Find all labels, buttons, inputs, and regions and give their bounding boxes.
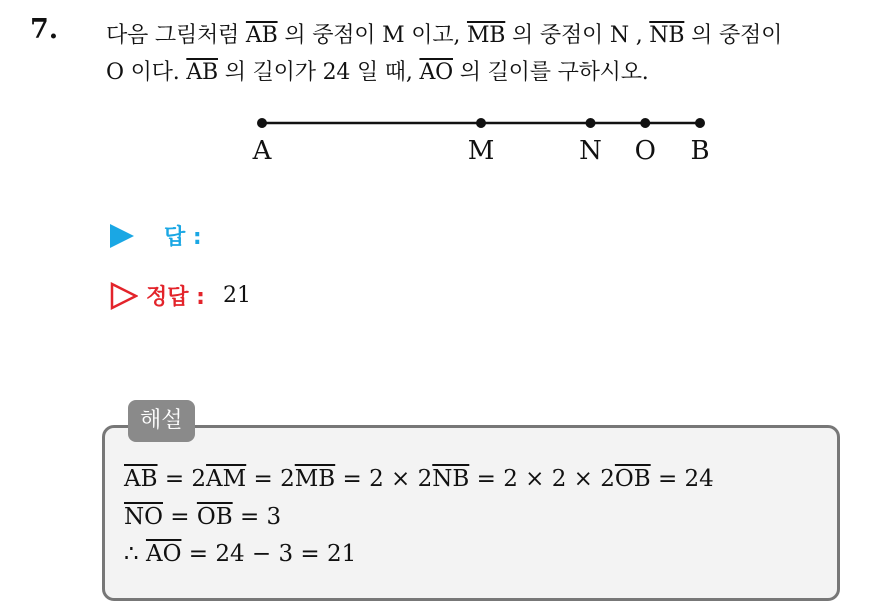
point-label-b: B	[690, 136, 710, 166]
explanation-line-3	[124, 541, 356, 567]
segment-ab: $\overline{AB}$	[186, 60, 218, 85]
segment-mb: $\overline{MB}$	[466, 23, 506, 48]
segment-ab: $\overline{AB}$	[245, 23, 278, 48]
question-text-line-2	[106, 55, 649, 86]
correct-answer-label: 정답 :	[146, 285, 205, 310]
explanation-tab: 해설	[128, 400, 195, 442]
point-label-a: A	[252, 136, 272, 166]
equation-text: = 24 − 3 = 21	[181, 541, 357, 567]
segment-name: $\overline{NB}$	[432, 466, 470, 492]
equation-text: =	[162, 504, 197, 530]
correct-answer-value: 21	[222, 283, 251, 308]
segment-name: $\overline{AM}$	[206, 466, 247, 492]
answer-label: 답 :	[164, 225, 202, 250]
text-segment: 의 중점이 N ,	[505, 23, 650, 48]
question-text-line-1	[106, 18, 782, 49]
question-number: 7.	[30, 14, 59, 45]
play-arrow-icon	[110, 224, 134, 248]
text-segment: 의 중점이 M 이고,	[277, 23, 467, 48]
equation-text: = 3	[232, 504, 282, 530]
explanation-line-2	[124, 504, 281, 530]
point-label-m: M	[467, 136, 495, 166]
equation-text: ∴	[124, 541, 146, 567]
text-segment: 의 길이가 24 일 때,	[217, 60, 420, 85]
outline-arrow-icon	[110, 282, 138, 310]
point-m	[476, 118, 486, 128]
equation-text: = 2	[246, 466, 295, 492]
segment-nb: $\overline{NB}$	[649, 23, 685, 48]
equation-text: = 2 × 2 × 2	[469, 466, 615, 492]
point-label-n: N	[579, 136, 602, 166]
equation-text: = 2	[157, 466, 207, 492]
equation-text: = 24	[650, 466, 714, 492]
point-label-o: O	[634, 136, 656, 166]
segment-name: $\overline{MB}$	[294, 466, 336, 492]
text-segment: 다음 그림처럼	[106, 23, 246, 48]
answer-row	[110, 220, 202, 251]
segment-name: $\overline{OB}$	[196, 504, 233, 530]
explanation-line-1	[124, 466, 714, 492]
segment-name: $\overline{OB}$	[614, 466, 651, 492]
segment-name: $\overline{AO}$	[145, 541, 182, 567]
correct-answer-row	[110, 280, 251, 311]
text-segment: 의 길이를 구하시오.	[452, 60, 649, 85]
segment-ao: $\overline{AO}$	[419, 60, 453, 85]
point-n	[586, 118, 596, 128]
equation-text: = 2 × 2	[335, 466, 433, 492]
text-segment: 의 중점이	[684, 23, 783, 48]
point-b	[695, 118, 705, 128]
segment-name: $\overline{NO}$	[124, 504, 163, 530]
point-a	[257, 118, 267, 128]
line-segment-figure	[230, 105, 750, 175]
point-o	[640, 118, 650, 128]
segment-name: $\overline{AB}$	[124, 466, 158, 492]
text-segment: O 이다.	[106, 60, 187, 85]
